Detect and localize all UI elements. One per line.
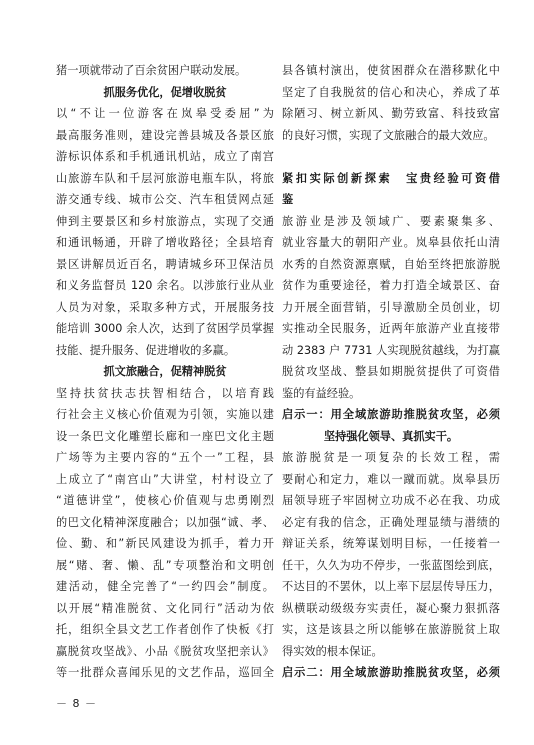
- text-line: 人员为对象，采取多种方式，开展服务技: [56, 300, 274, 314]
- text-line: 脱贫攻坚战、整县如期脱贫提供了可资借: [282, 365, 500, 378]
- text-line: 就业容量大的朝阳产业。岚皋县依托山清: [282, 236, 500, 249]
- text-line: 猪一项就带动了百余贫困户联动发展。: [56, 64, 247, 77]
- text-line: 广场等为主要内容的“五个一”工程，县: [56, 451, 274, 464]
- section-heading-line: 抓文旅融合，促精神脱贫: [103, 365, 227, 378]
- text-line: 县各镇村演出，使贫困群众在潜移默化中: [282, 64, 500, 77]
- text-line: 动 2383 户 7731 人实现脱贫越线，为打赢: [282, 343, 500, 357]
- text-line: 的良好习惯，实现了文旅融合的最大效应。: [282, 128, 495, 142]
- section-heading-line: 启示二：用全域旅游助推脱贫攻坚，必须: [282, 666, 500, 679]
- text-line: 以“不让一位游客在岚皋受委屈”为: [56, 107, 274, 120]
- text-line: 届领导班子牢固树立功成不必在我、功成: [282, 494, 500, 507]
- text-line: 旅游脱贫是一项复杂的长效工程，需: [282, 451, 500, 464]
- text-line: 等一批群众喜闻乐见的文艺作品，巡回全: [56, 666, 274, 679]
- section-heading-line: 启示一：用全域旅游助推脱贫攻坚，必须: [282, 408, 500, 421]
- text-line: 游标识体系和手机通讯机站，成立了南宫: [56, 150, 274, 163]
- text-line: 游交通专线、城市公交、汽车租赁网点延: [56, 193, 274, 206]
- section-heading-line: 紧扣实际创新探索 宝贵经验可资借: [282, 171, 500, 185]
- text-line: 和通讯畅通，开辟了增收路径；全县培育: [56, 236, 274, 249]
- text-line: 力开展全面营销，引导激励全员创业，切: [282, 300, 500, 314]
- right-column: [282, 60, 500, 684]
- text-line: 和义务监督员 120 余名。以涉旅行业从业: [56, 279, 274, 292]
- text-line: 上成立了“南宫山”大讲堂，村村设立了: [56, 472, 274, 486]
- text-line: 鉴的有益经验。: [282, 386, 361, 400]
- text-line: 以开展“精准脱贫、文化同行”活动为依: [56, 601, 274, 615]
- section-heading-line: 坚持强化领导、真抓实干。: [323, 429, 459, 443]
- text-line: 建活动，健全完善了“一约四会”制度。: [56, 580, 274, 593]
- text-line: 辩证关系，统筹谋划明目标，一任接着一: [282, 537, 500, 550]
- section-heading-line: 抓服务优化，促增收脱贫: [103, 85, 227, 99]
- text-line: 的巴文化精神深度融合；以加强“诚、孝、: [56, 515, 274, 529]
- text-line: 不达目的不罢休，以上率下层层传导压力，: [282, 580, 500, 593]
- left-column: [56, 60, 274, 684]
- text-line: 必定有我的信念，正确处理显绩与潜绩的: [282, 515, 500, 529]
- text-line: 要耐心和定力，难以一蹴而就。岚皋县历: [282, 472, 500, 486]
- text-line: 坚持扶贫扶志扶智相结合，以培育践: [56, 386, 274, 400]
- text-line: 旅游业是涉及领域广、要素聚集多、: [282, 214, 500, 228]
- section-heading-line: 鉴: [282, 193, 294, 206]
- text-line: 赢脱贫攻坚战》、小品《脱贫攻坚把亲认》: [56, 644, 274, 658]
- text-line: 景区讲解员近百名，聘请城乡环卫保洁员: [56, 257, 274, 271]
- text-line: 除陋习、树立新风、勤劳致富、科技致富: [282, 107, 500, 120]
- text-line: 展“赌、奢、懒、乱”专项整治和文明创: [56, 558, 274, 572]
- text-line: 技能、提升服务、促进增收的多赢。: [56, 343, 236, 357]
- text-line: 最高服务准则，建设完善县城及各景区旅: [56, 128, 274, 142]
- text-line: 实推动全民服务，近两年旅游产业直接带: [282, 322, 500, 335]
- paragraph-gap: [282, 146, 500, 168]
- text-line: 贫作为重要途径，着力打造全域景区、奋: [282, 279, 500, 292]
- text-line: 行社会主义核心价值观为引领，实施以建: [56, 408, 274, 421]
- text-line: 能培训 3000 余人次，达到了贫困学员掌握: [56, 322, 274, 335]
- text-line: 伸到主要景区和乡村旅游点，实现了交通: [56, 214, 274, 228]
- text-line: 设一条巴文化雕塑长廊和一座巴文化主题: [56, 429, 274, 443]
- text-line: 山旅游车队和千层河旅游电瓶车队，将旅: [56, 171, 274, 185]
- page-number: － 8 －: [56, 697, 97, 710]
- text-line: 纵横联动级级夯实责任，凝心聚力狠抓落: [282, 601, 500, 615]
- text-line: 坚定了自我脱贫的信心和决心，养成了革: [282, 85, 500, 99]
- text-line: 水秀的自然资源禀赋，自始至终把旅游脱: [282, 257, 500, 271]
- text-line: 任干，久久为功不停步，一张蓝图绘到底，: [282, 558, 500, 572]
- text-line: 俭、勤、和”新民风建设为抓手，着力开: [56, 537, 274, 550]
- text-line: “道德讲堂”，使核心价值观与忠勇刚烈: [56, 494, 274, 507]
- text-line: 实，这是该县之所以能够在旅游脱贫上取: [282, 623, 500, 636]
- text-line: 托，组织全县文艺工作者创作了快板《打: [56, 623, 274, 636]
- text-line: 得实效的根本保证。: [282, 644, 383, 658]
